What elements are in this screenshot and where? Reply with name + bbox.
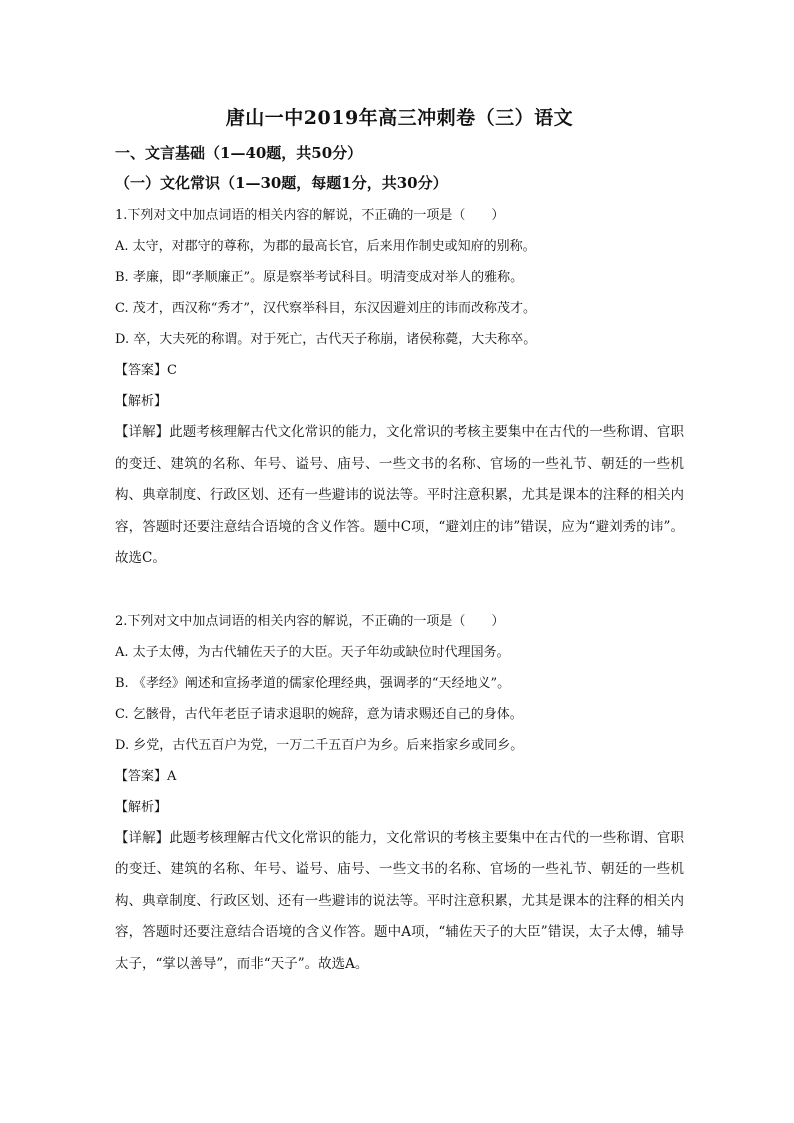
analysis-detail: 【详解】此题考核理解古代文化常识的能力，文化常识的考核主要集中在古代的一些称谓、官职的变迁、建筑的名称、年号、谥号、庙号、一些文书的名称、官场的一些礼节、朝廷的一些机构、典章制度、行政区划、还有一些避讳的说法等。平时注意积累，尤其是课本的注释的相关内容，答题时还要注意结合语境的含义作答。题中C项，“避刘庄的讳”错误，应为“避刘秀的讳”。故选C。 — [115, 424, 684, 566]
option-b: B. 《孝经》阐述和宣扬孝道的儒家伦理经典，强调孝的“天经地义”。 — [115, 675, 511, 691]
option-a: A. 太子太傅，为古代辅佐天子的大臣。天子年幼或缺位时代理国务。 — [115, 644, 510, 660]
analysis-label: 【解析】 — [115, 799, 168, 815]
question-stem: 2.下列对文中加点词语的相关内容的解说，不正确的一项是（ ） — [115, 613, 505, 629]
option-c: C. 茂才，西汉称“秀才”，汉代察举科目，东汉因避刘庄的讳而改称茂才。 — [115, 301, 537, 316]
answer: 【答案】A — [115, 768, 177, 784]
analysis-detail: 【详解】此题考核理解古代文化常识的能力，文化常识的考核主要集中在古代的一些称谓、官职的变迁、建筑的名称、年号、谥号、庙号、一些文书的名称、官场的一些礼节、朝廷的一些机构、典章制度、行政区划、还有一些避讳的说法等。平时注意积累，尤其是课本的注释的相关内容，答题时还要注意结合语境的含义作答。题中A项，“辅佐天子的大臣”错误，太子太傅，辅导太子，“掌以善导”，而非“天子”。故选A。 — [115, 829, 684, 972]
question-1 — [115, 200, 684, 575]
answer: 【答案】C — [115, 363, 177, 378]
option-d: D. 乡党，古代五百户为党，一万二千五百户为乡。后来指家乡或同乡。 — [115, 737, 524, 753]
section-heading: 一、文言基础（1—40题，共50分） — [115, 144, 363, 162]
document-title: 唐山一中2019年高三冲刺卷（三）语文 — [225, 107, 574, 129]
spacer — [115, 575, 684, 606]
option-a: A. 太守，对郡守的尊称，为郡的最高长官，后来用作制史或知府的别称。 — [115, 239, 536, 254]
option-b: B. 孝廉，即“孝顺廉正”。原是察举考试科目。明清变成对举人的雅称。 — [115, 270, 524, 285]
question-stem: 1.下列对文中加点词语的相关内容的解说，不正确的一项是（ ） — [115, 208, 505, 223]
analysis-label: 【解析】 — [115, 394, 168, 409]
option-c: C. 乞骸骨，古代年老臣子请求退职的婉辞，意为请求赐还自己的身体。 — [115, 706, 523, 722]
subsection-heading: （一）文化常识（1—30题，每题1分，共30分） — [115, 174, 448, 192]
question-2 — [115, 606, 684, 981]
option-d: D. 卒，大夫死的称谓。对于死亡，古代天子称崩，诸侯称薨，大夫称卒。 — [115, 332, 537, 347]
